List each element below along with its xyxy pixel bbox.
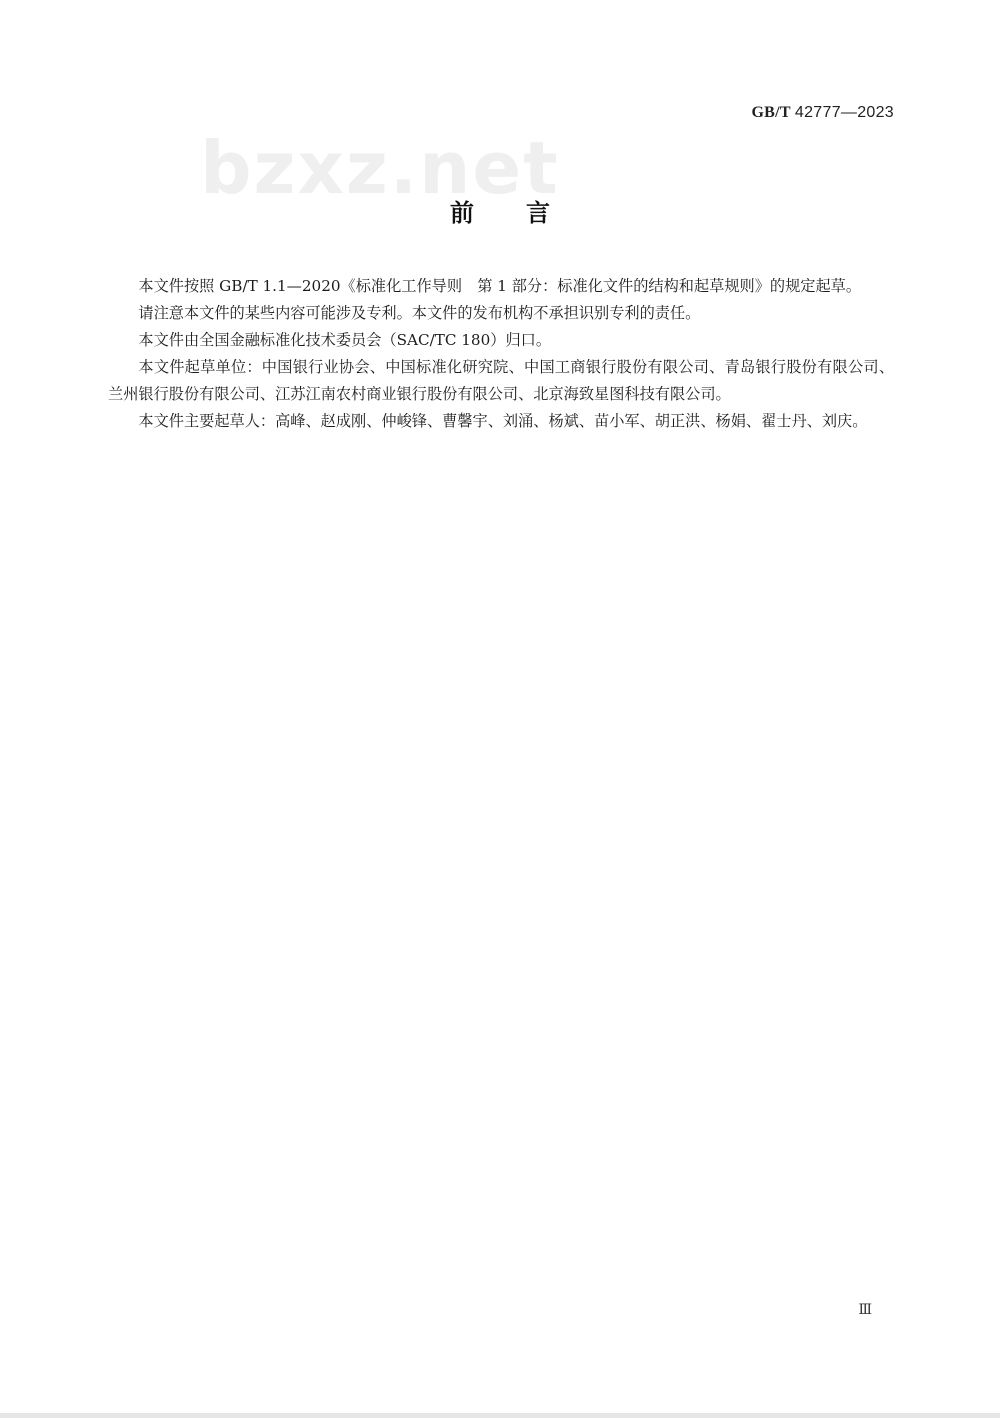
page-title: 前言 — [450, 199, 602, 227]
standard-code: 42777—2023 — [794, 104, 894, 121]
watermark: bzxz.net — [200, 126, 560, 210]
paragraph-patent-notice: 请注意本文件的某些内容可能涉及专利。本文件的发布机构不承担识别专利的责任。 — [138, 304, 701, 322]
page-number: Ⅲ — [858, 1303, 872, 1318]
paragraph-drafters: 本文件主要起草人：高峰、赵成刚、仲峻锋、曹馨宇、刘涌、杨斌、苗小军、胡正洪、杨娟、翟士丹、刘庆。 — [138, 412, 868, 430]
standard-number — [751, 104, 894, 122]
standard-prefix: GB/T — [751, 104, 791, 121]
foreword-body — [108, 273, 894, 435]
paragraph-drafting-units: 本文件起草单位：中国银行业协会、中国标准化研究院、中国工商银行股份有限公司、青岛银行股份有限公司、兰州银行股份有限公司、江苏江南农村商业银行股份有限公司、北京海致星图科技有限公司。 — [108, 358, 894, 403]
paragraph-drafting-rules: 本文件按照 GB/T 1.1—2020《标准化工作导则 第 1 部分：标准化文件的结构和起草规则》的规定起草。 — [138, 277, 862, 295]
page-bottom-edge — [0, 1413, 1000, 1418]
paragraph-committee: 本文件由全国金融标准化技术委员会（SAC/TC 180）归口。 — [138, 331, 552, 349]
